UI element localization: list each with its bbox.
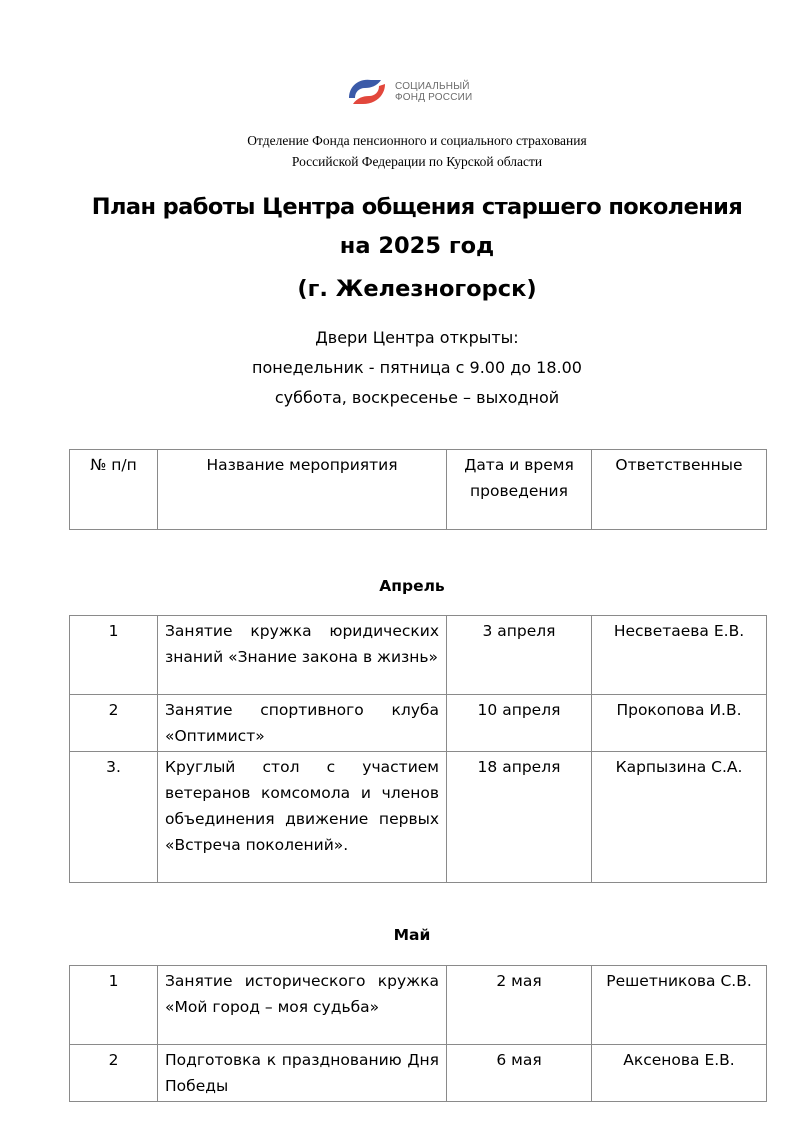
- row-date: 10 апреля: [447, 695, 592, 752]
- page-title-line-2: на 2025 год: [339, 233, 495, 259]
- month-title-april: Апрель: [379, 577, 445, 595]
- logo-line-1: СОЦИАЛЬНЫЙ: [395, 81, 470, 92]
- row-date: 2 мая: [447, 966, 592, 1045]
- april-table: [69, 615, 767, 883]
- row-num: 1: [70, 966, 158, 1045]
- row-resp: Аксенова Е.В.: [592, 1045, 767, 1102]
- org-line-1: Отделение Фонда пенсионного и социального страхования: [247, 133, 587, 148]
- hours-line-2: понедельник - пятница с 9.00 до 18.00: [252, 358, 582, 377]
- header-name: Название мероприятия: [158, 450, 447, 530]
- row-name: Занятие спортивного клуба «Оптимист»: [158, 695, 447, 752]
- may-table: [69, 965, 767, 1102]
- row-date: 18 апреля: [447, 752, 592, 883]
- row-num: 1: [70, 616, 158, 695]
- row-resp: Карпызина С.А.: [592, 752, 767, 883]
- header-table: [69, 449, 767, 530]
- org-line-2: Российской Федерации по Курской области: [291, 154, 543, 169]
- row-name: Занятие кружка юридических знаний «Знание закона в жизнь»: [158, 616, 447, 695]
- row-resp: Решетникова С.В.: [592, 966, 767, 1045]
- month-title-may: Май: [393, 926, 431, 944]
- logo-line-2: ФОНД РОССИИ: [395, 92, 473, 103]
- table-row: [70, 1045, 767, 1102]
- page-title-line-1: План работы Центра общения старшего поколения: [91, 194, 743, 220]
- table-row: [70, 752, 767, 883]
- sfr-logo-icon: [345, 72, 389, 112]
- logo-text: [395, 81, 472, 103]
- header-date: Дата и время проведения: [447, 450, 592, 530]
- row-date: 6 мая: [447, 1045, 592, 1102]
- header-row: [70, 450, 767, 530]
- row-date: 3 апреля: [447, 616, 592, 695]
- row-name: Круглый стол с участием ветеранов комсомола и членов объединения движение первых «Встреча поколений».: [158, 752, 447, 883]
- row-name: Подготовка к празднованию Дня Победы: [158, 1045, 447, 1102]
- hours-line-1: Двери Центра открыты:: [315, 328, 519, 347]
- page-title-line-3: (г. Железногорск): [297, 276, 537, 302]
- row-num: 3.: [70, 752, 158, 883]
- hours-line-3: суббота, воскресенье – выходной: [274, 388, 560, 407]
- row-resp: Прокопова И.В.: [592, 695, 767, 752]
- logo: [345, 70, 485, 114]
- table-row: [70, 966, 767, 1045]
- row-resp: Несветаева Е.В.: [592, 616, 767, 695]
- header-resp: Ответственные: [592, 450, 767, 530]
- table-row: [70, 616, 767, 695]
- table-row: [70, 695, 767, 752]
- header-num: № п/п: [70, 450, 158, 530]
- row-num: 2: [70, 1045, 158, 1102]
- row-num: 2: [70, 695, 158, 752]
- row-name: Занятие исторического кружка «Мой город – моя судьба»: [158, 966, 447, 1045]
